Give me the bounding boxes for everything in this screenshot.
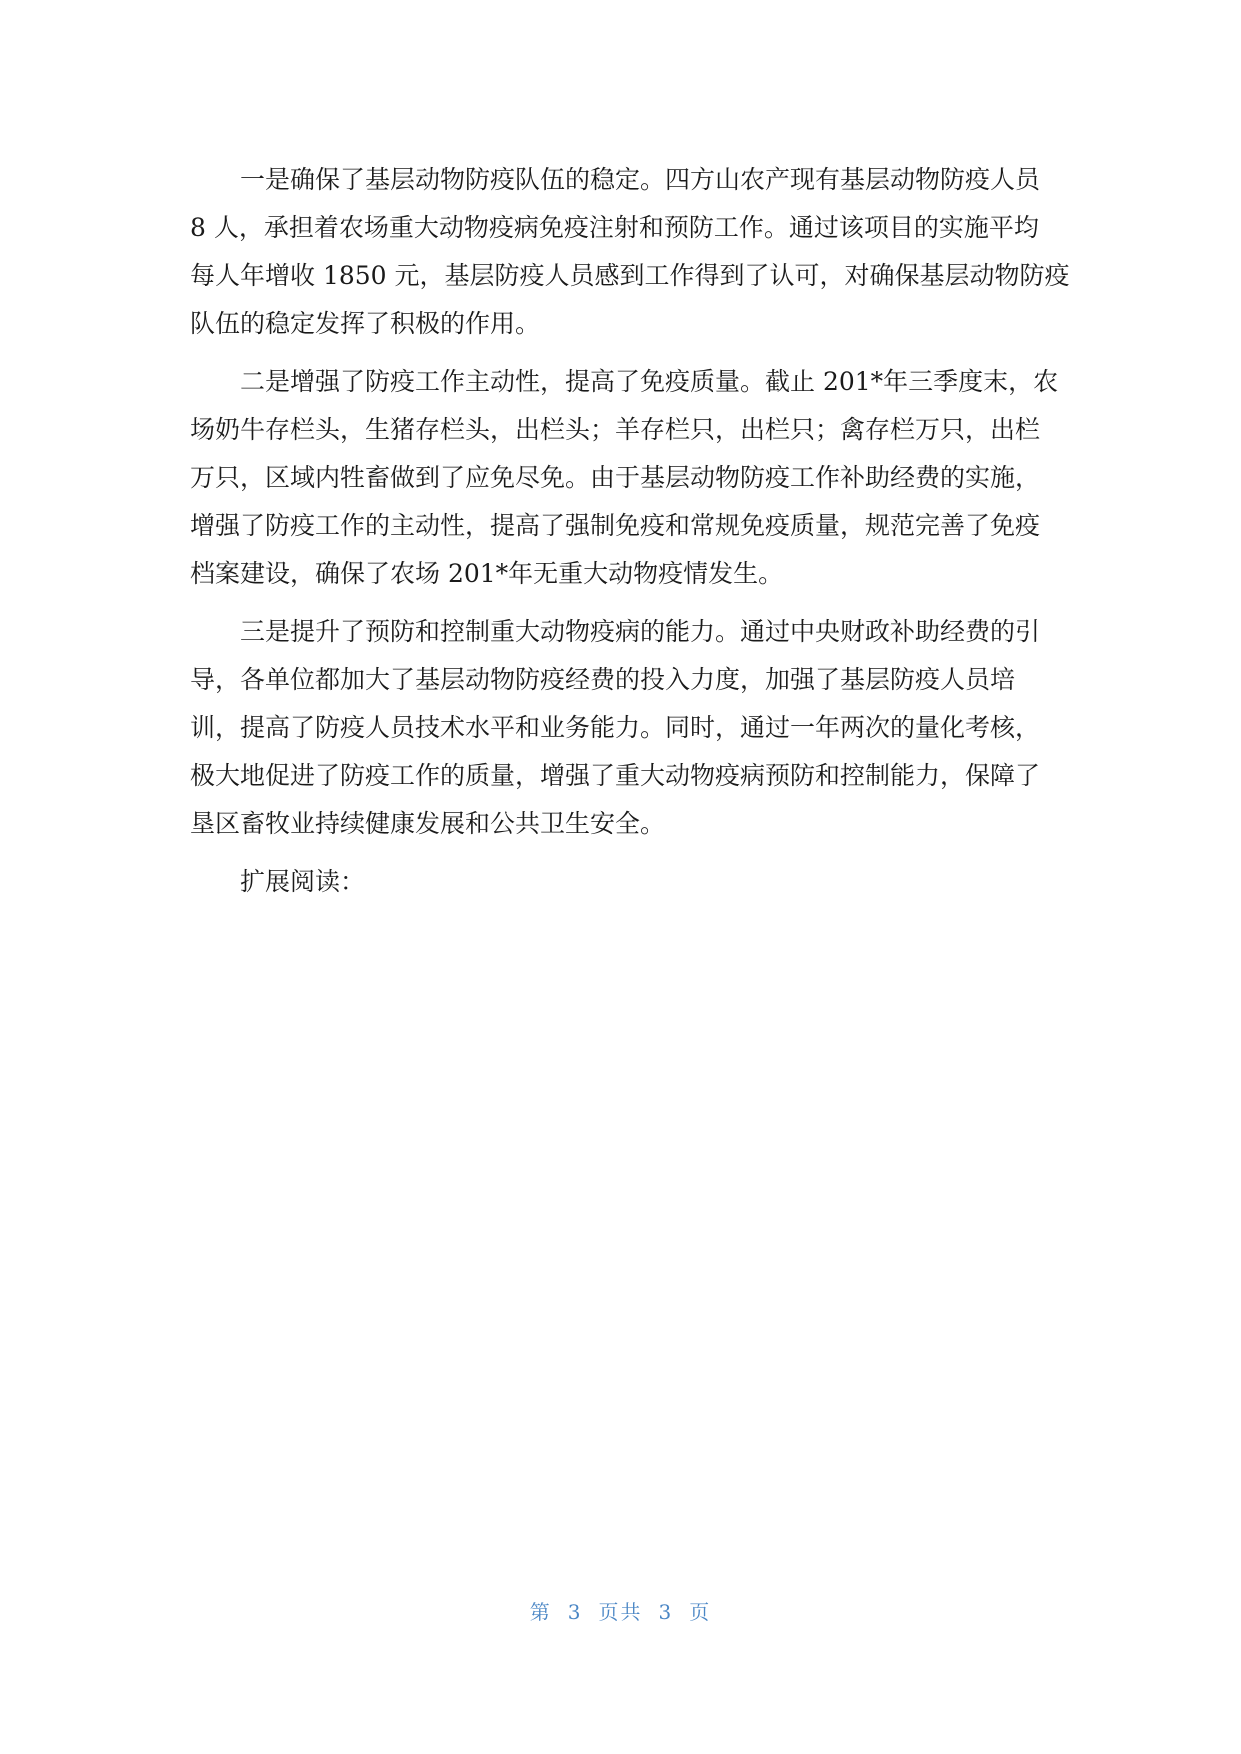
footer-middle: 页共 — [598, 1600, 643, 1624]
footer-total-pages: 3 — [658, 1600, 674, 1624]
text-line: 三是提升了预防和控制重大动物疫病的能力。通过中央财政补助经费的引 — [240, 617, 1041, 646]
footer-suffix: 页 — [689, 1600, 712, 1624]
text-line: 极大地促进了防疫工作的质量，增强了重大动物疫病预防和控制能力，保障了 — [190, 761, 1041, 790]
text-line: 8 人，承担着农场重大动物疫病免疫注射和预防工作。通过该项目的实施平均 — [190, 213, 1039, 242]
text-line: 训，提高了防疫人员技术水平和业务能力。同时，通过一年两次的量化考核， — [190, 713, 1041, 742]
paragraph-1 — [190, 156, 1070, 348]
paragraph-2 — [190, 358, 1059, 598]
text-line: 导，各单位都加大了基层动物防疫经费的投入力度，加强了基层防疫人员培 — [190, 665, 1016, 694]
text-line: 万只，区域内牲畜做到了应免尽免。由于基层动物防疫工作补助经费的实施， — [190, 463, 1041, 492]
page-footer — [0, 1596, 1241, 1625]
text-line: 队伍的稳定发挥了积极的作用。 — [190, 309, 541, 338]
text-line: 扩展阅读： — [240, 867, 366, 896]
paragraph-4 — [190, 858, 1050, 906]
text-line: 场奶牛存栏头，生猪存栏头，出栏头；羊存栏只，出栏只；禽存栏万只，出栏 — [190, 415, 1041, 444]
text-line: 二是增强了防疫工作主动性，提高了免疫质量。截止 201*年三季度末，农 — [240, 367, 1059, 396]
footer-current-page: 3 — [567, 1600, 583, 1624]
text-line: 一是确保了基层动物防疫队伍的稳定。四方山农产现有基层动物防疫人员 — [240, 165, 1041, 194]
text-line: 垦区畜牧业持续健康发展和公共卫生安全。 — [190, 809, 666, 838]
text-line: 档案建设，确保了农场 201*年无重大动物疫情发生。 — [190, 559, 784, 588]
text-line: 增强了防疫工作的主动性，提高了强制免疫和常规免疫质量，规范完善了免疫 — [190, 511, 1041, 540]
document-body — [190, 156, 1070, 906]
text-line: 每人年增收 1850 元，基层防疫人员感到工作得到了认可，对确保基层动物防疫 — [190, 261, 1070, 290]
footer-prefix: 第 — [529, 1600, 552, 1624]
paragraph-3 — [190, 608, 1050, 848]
